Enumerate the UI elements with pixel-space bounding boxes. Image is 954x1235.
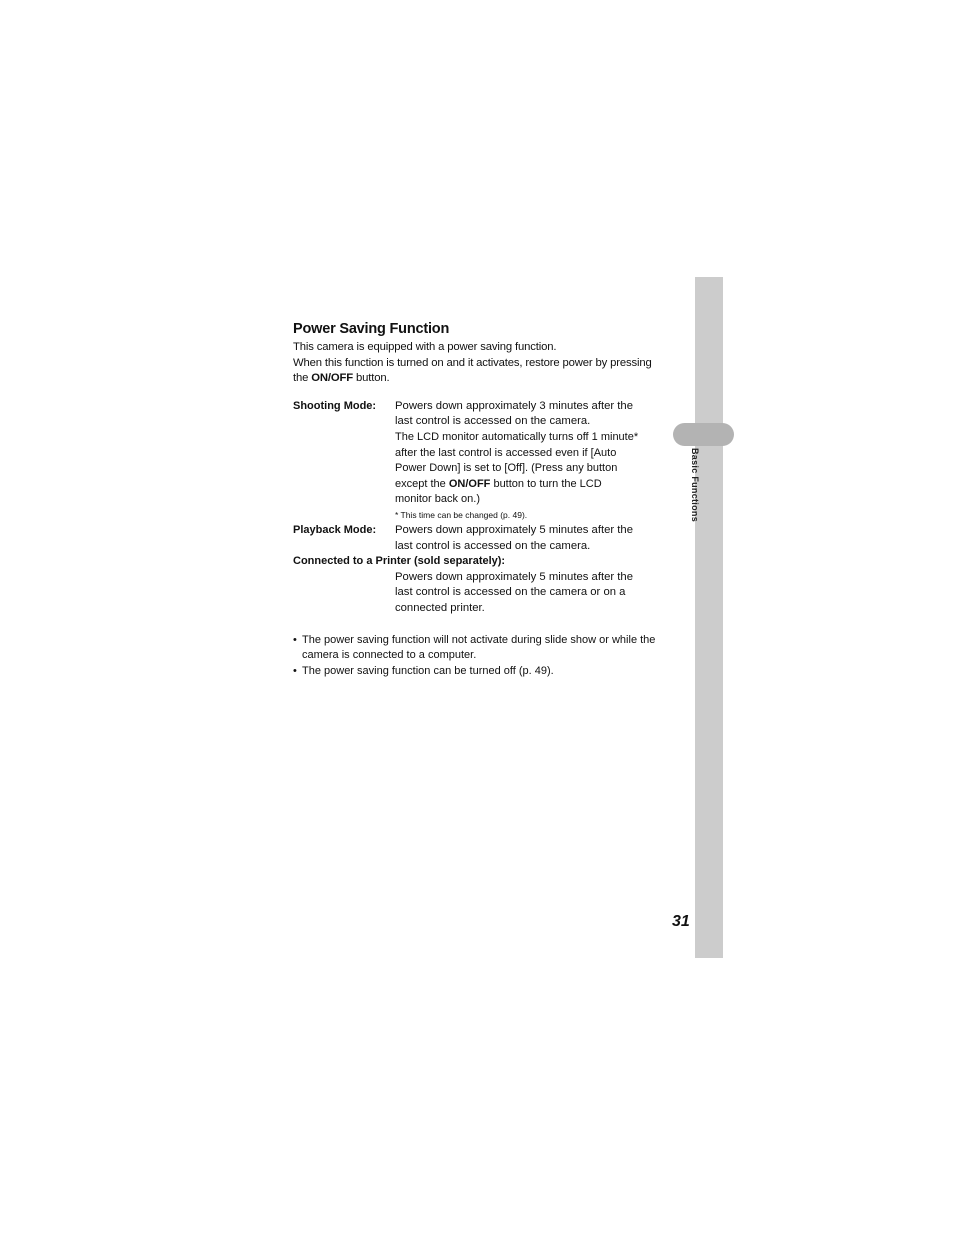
playback-mode-label: Playback Mode: — [293, 523, 377, 536]
intro-line-2: When this function is turned on and it activates, restore power by pressing — [293, 356, 652, 369]
printer-desc-3: connected printer. — [395, 601, 485, 614]
intro-text: the — [293, 372, 312, 385]
list-item — [293, 633, 673, 664]
lcd-note-4 — [395, 477, 673, 493]
shooting-mode-label: Shooting Mode: — [293, 399, 377, 412]
bullet-dot: • — [293, 633, 297, 646]
side-index-tab — [673, 423, 734, 446]
lcd-note-5: monitor back on.) — [395, 493, 480, 506]
side-index-bar — [695, 277, 723, 958]
main-content — [293, 321, 673, 679]
shooting-mode-entry — [293, 399, 673, 523]
bullet-dot: • — [293, 664, 297, 677]
lcd-note-4-post: button to turn the LCD — [490, 477, 602, 490]
playback-desc-1: Powers down approximately 5 minutes after the — [395, 523, 633, 536]
bullet-2-text: The power saving function can be turned off (p. 49). — [302, 664, 554, 677]
playback-desc-2: last control is accessed on the camera. — [395, 539, 591, 552]
intro-line-3 — [293, 371, 673, 387]
page-number: 31 — [672, 913, 690, 930]
printer-desc-2: last control is accessed on the camera or on a — [395, 586, 626, 599]
shooting-desc-1: Powers down approximately 3 minutes after the — [395, 399, 633, 412]
lcd-note-3: Power Down] is set to [Off]. (Press any button — [395, 462, 618, 475]
lcd-note-4-pre: except the — [395, 477, 449, 490]
intro-text-end: button. — [353, 372, 390, 385]
lcd-note-2: after the last control is accessed even if [Auto — [395, 446, 617, 459]
onoff-button-name: ON/OFF — [311, 372, 354, 385]
printer-entry — [293, 554, 673, 616]
bullet-1-line-1: The power saving function will not activate during slide show or while the — [302, 633, 656, 646]
lcd-note-1: The LCD monitor automatically turns off 1 minute* — [395, 430, 639, 443]
side-index-label: Basic Functions — [690, 448, 700, 523]
notes-list — [293, 633, 673, 680]
printer-label: Connected to a Printer (sold separately): — [293, 555, 506, 568]
section-title: Power Saving Function — [293, 321, 450, 337]
playback-mode-entry — [293, 523, 673, 554]
bullet-1-line-2: camera is connected to a computer. — [302, 649, 477, 662]
time-change-note: * This time can be changed (p. 49). — [395, 509, 528, 520]
shooting-desc-2: last control is accessed on the camera. — [395, 415, 591, 428]
printer-desc-1: Powers down approximately 5 minutes after the — [395, 570, 633, 583]
intro-line-1: This camera is equipped with a power saving function. — [293, 341, 557, 353]
list-item — [293, 664, 673, 680]
lcd-note-4-bold: ON/OFF — [448, 477, 491, 490]
